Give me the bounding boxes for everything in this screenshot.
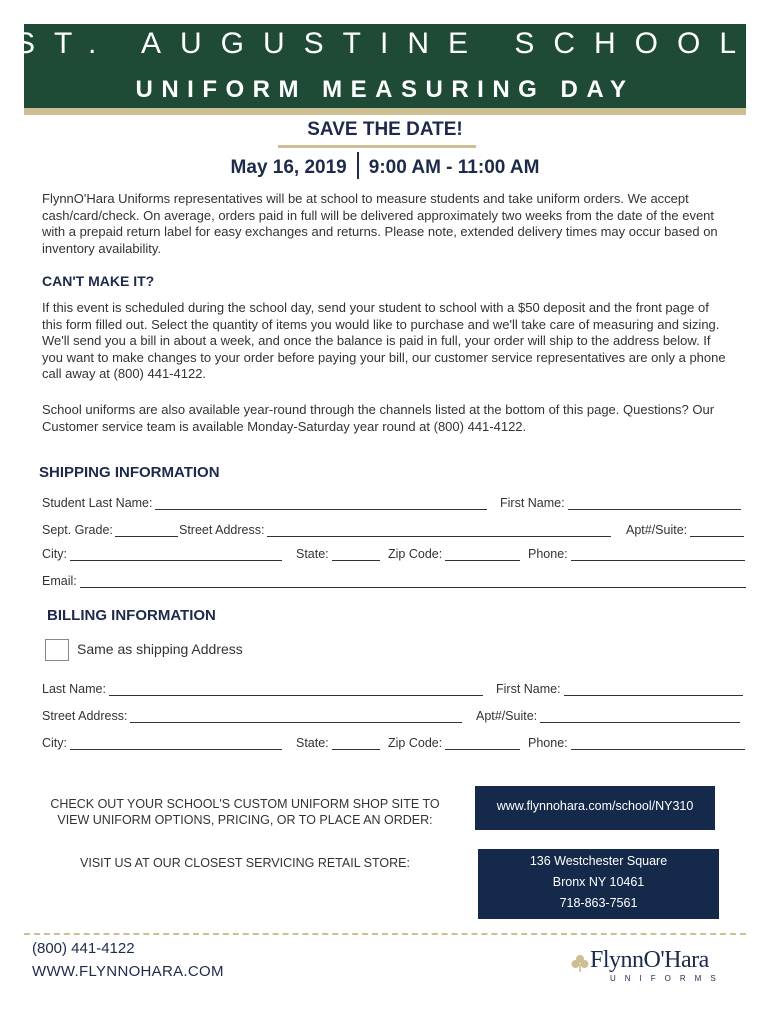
email-field[interactable] [42, 572, 746, 588]
shipping-apt-label: Apt#/Suite: [626, 523, 688, 537]
billing-street-field[interactable] [42, 707, 462, 723]
grade-field[interactable] [42, 521, 178, 537]
shipping-state-label: State: [296, 547, 329, 561]
billing-city-field[interactable] [42, 734, 282, 750]
shipping-city-line[interactable] [70, 549, 282, 561]
shipping-first-name-line[interactable] [568, 498, 741, 510]
event-title: UNIFORM MEASURING DAY [135, 76, 635, 103]
footer-phone[interactable]: (800) 441-4122 [32, 940, 135, 957]
shipping-state-field[interactable] [296, 545, 380, 561]
student-last-name-field[interactable] [42, 494, 487, 510]
billing-phone-field[interactable] [528, 734, 745, 750]
billing-street-label: Street Address: [42, 709, 128, 723]
store-phone[interactable]: 718-863-7561 [559, 896, 638, 910]
billing-zip-label: Zip Code: [388, 736, 443, 750]
store-info-box [478, 849, 719, 919]
save-the-date-underline [278, 145, 476, 148]
school-title: ST. AUGUSTINE SCHOOL [14, 27, 756, 60]
footer-website[interactable]: WWW.FLYNNOHARA.COM [32, 963, 224, 980]
shipping-phone-label: Phone: [528, 547, 568, 561]
grade-line[interactable] [115, 525, 178, 537]
billing-street-line[interactable] [130, 711, 462, 723]
save-the-date: SAVE THE DATE! [307, 119, 463, 140]
billing-zip-line[interactable] [445, 738, 520, 750]
same-as-shipping-label: Same as shipping Address [77, 641, 243, 657]
billing-apt-line[interactable] [540, 711, 740, 723]
billing-first-name-field[interactable] [496, 680, 743, 696]
shipping-zip-label: Zip Code: [388, 547, 443, 561]
same-as-shipping-checkbox[interactable] [45, 639, 69, 661]
store-cta: VISIT US AT OUR CLOSEST SERVICING RETAIL STORE: [80, 856, 410, 870]
year-round-paragraph: School uniforms are also available year-round through the channels listed at the bottom of this page. Questions? Our Customer service team is available Monday-Saturday year round at (800) 441-4122. [42, 402, 715, 434]
header-gold-stripe [24, 108, 746, 115]
shop-url-link[interactable]: www.flynnohara.com/school/NY310 [475, 786, 715, 830]
billing-heading: BILLING INFORMATION [47, 607, 216, 624]
flynnohara-logo [570, 947, 740, 987]
store-address-line1: 136 Westchester Square [529, 854, 668, 868]
cant-make-it-paragraph: If this event is scheduled during the school day, send your student to school with a $50 deposit and the front page of this form filled out. Select the quantity of items you would like to purchase and we'll take care of measuring and sizing. We'll send you a bill in about a week, and once the balance is paid in full, your order will ship to the address below. If you want to make changes to your order before paying your bill, our customer service representatives are only a phone call away at (800) 441-4122. [42, 300, 726, 381]
shipping-first-name-field[interactable] [500, 494, 741, 510]
logo-subtitle: UNIFORMS [610, 974, 725, 983]
billing-state-line[interactable] [332, 738, 380, 750]
billing-apt-label: Apt#/Suite: [476, 709, 538, 723]
store-address-line2: Bronx NY 10461 [552, 875, 645, 889]
billing-last-name-line[interactable] [109, 684, 483, 696]
billing-phone-line[interactable] [571, 738, 745, 750]
logo-name: FlynnO'Hara [590, 947, 709, 973]
footer-divider [24, 933, 746, 935]
billing-phone-label: Phone: [528, 736, 568, 750]
shipping-first-name-label: First Name: [500, 496, 565, 510]
shop-cta-line1: CHECK OUT YOUR SCHOOL'S CUSTOM UNIFORM SHOP SITE TO [50, 797, 440, 811]
shipping-street-field[interactable] [179, 521, 611, 537]
shipping-street-label: Street Address: [179, 523, 265, 537]
shipping-state-line[interactable] [332, 549, 380, 561]
shamrock-icon [570, 953, 590, 973]
email-label: Email: [42, 574, 77, 588]
shipping-zip-line[interactable] [445, 549, 520, 561]
billing-state-label: State: [296, 736, 329, 750]
shipping-city-label: City: [42, 547, 67, 561]
shipping-apt-line[interactable] [690, 525, 744, 537]
shop-cta [40, 796, 450, 828]
email-line[interactable] [80, 576, 746, 588]
student-last-name-line[interactable] [155, 498, 487, 510]
shipping-street-line[interactable] [267, 525, 611, 537]
billing-city-label: City: [42, 736, 67, 750]
event-time: 9:00 AM - 11:00 AM [368, 157, 540, 178]
event-date-time [0, 152, 770, 179]
cant-make-it-heading: CAN'T MAKE IT? [42, 273, 155, 289]
event-date: May 16, 2019 [230, 157, 347, 178]
billing-apt-field[interactable] [476, 707, 740, 723]
billing-zip-field[interactable] [388, 734, 520, 750]
billing-first-name-line[interactable] [564, 684, 743, 696]
shipping-zip-field[interactable] [388, 545, 520, 561]
date-separator [357, 152, 359, 179]
shipping-apt-field[interactable] [626, 521, 744, 537]
shipping-phone-line[interactable] [571, 549, 745, 561]
billing-state-field[interactable] [296, 734, 380, 750]
student-last-name-label: Student Last Name: [42, 496, 153, 510]
shop-cta-line2: VIEW UNIFORM OPTIONS, PRICING, OR TO PLACE AN ORDER: [57, 813, 433, 827]
billing-first-name-label: First Name: [496, 682, 561, 696]
shipping-city-field[interactable] [42, 545, 282, 561]
shipping-phone-field[interactable] [528, 545, 745, 561]
grade-label: Sept. Grade: [42, 523, 113, 537]
shipping-heading: SHIPPING INFORMATION [39, 464, 220, 481]
intro-paragraph: FlynnO'Hara Uniforms representatives will be at school to measure students and take uniform orders. We accept cash/card/check. On average, orders paid in full will be delivered approximately two weeks from the date of the event with a prepaid return label for easy exchanges and returns. Please note, extended delivery times may occur based on inventory availability. [42, 191, 718, 256]
billing-last-name-field[interactable] [42, 680, 483, 696]
billing-last-name-label: Last Name: [42, 682, 106, 696]
billing-city-line[interactable] [70, 738, 282, 750]
